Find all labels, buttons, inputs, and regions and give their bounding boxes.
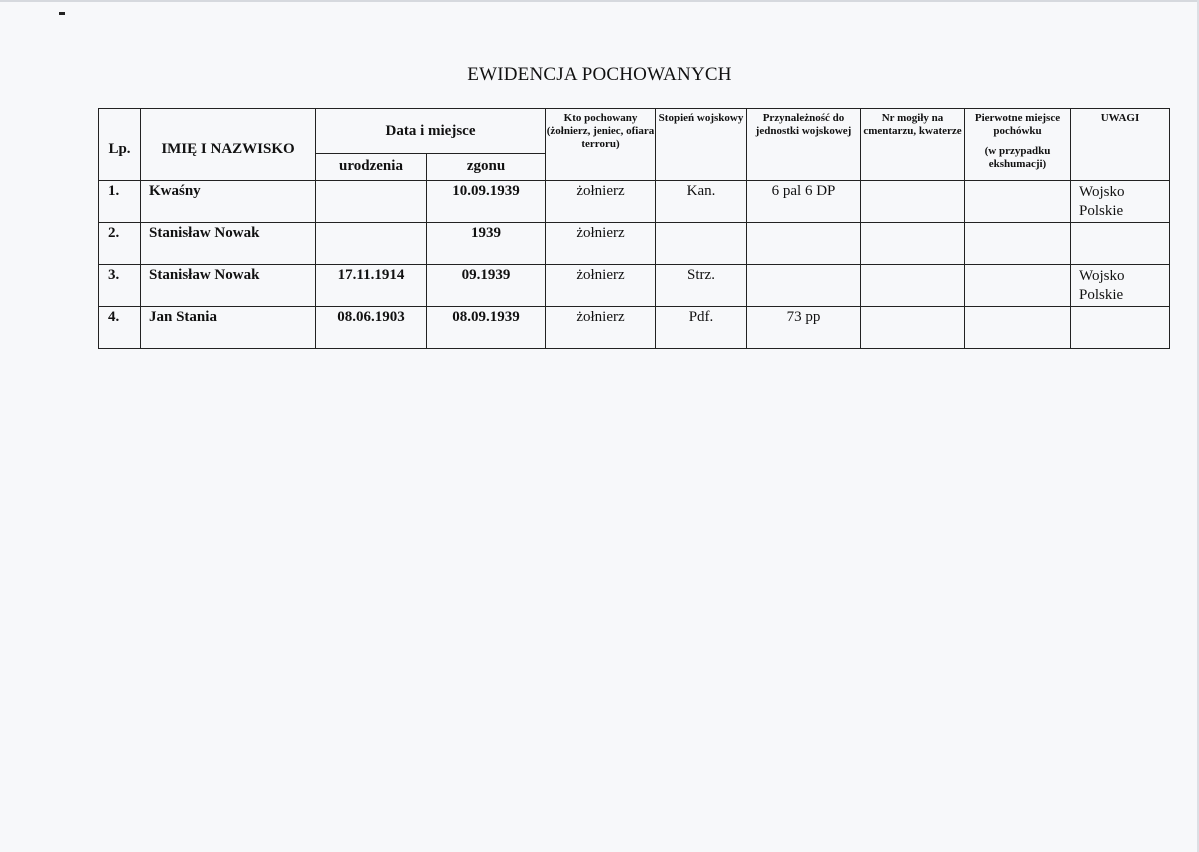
scan-mark: [59, 12, 65, 15]
cell-name: Kwaśny: [141, 181, 316, 223]
cell-lp: 2.: [99, 223, 141, 265]
cell-rank: Strz.: [656, 265, 747, 307]
cell-unit: [747, 265, 861, 307]
cell-original: [965, 307, 1071, 349]
cell-grave: [861, 265, 965, 307]
cell-lp: 1.: [99, 181, 141, 223]
cell-birth: [316, 223, 427, 265]
table-row: [99, 307, 1170, 349]
cell-death: 08.09.1939: [427, 307, 546, 349]
cell-name: Stanisław Nowak: [141, 265, 316, 307]
cell-original: [965, 265, 1071, 307]
cell-who: żołnierz: [546, 265, 656, 307]
cell-birth: [316, 181, 427, 223]
cell-death: 09.1939: [427, 265, 546, 307]
cell-remarks: Wojsko Polskie: [1071, 181, 1170, 223]
cell-lp: 3.: [99, 265, 141, 307]
cell-remarks: [1071, 307, 1170, 349]
header-rank: Stopień wojskowy: [656, 109, 747, 181]
cell-unit: 73 pp: [747, 307, 861, 349]
cell-remarks: [1071, 223, 1170, 265]
document-title: EWIDENCJA POCHOWANYCH: [467, 64, 732, 85]
header-lp: Lp.: [99, 109, 141, 181]
cell-death: 1939: [427, 223, 546, 265]
cell-unit: 6 pal 6 DP: [747, 181, 861, 223]
header-grave-number: Nr mogiły na cmentarzu, kwaterze: [861, 109, 965, 181]
cell-grave: [861, 307, 965, 349]
cell-original: [965, 181, 1071, 223]
cell-who: żołnierz: [546, 223, 656, 265]
header-original-burial-note: (w przypadku ekshumacji): [984, 145, 1051, 170]
burial-registry-table: [98, 108, 1170, 349]
cell-grave: [861, 181, 965, 223]
header-date-place: Data i miejsce: [316, 109, 546, 154]
cell-lp: 4.: [99, 307, 141, 349]
cell-unit: [747, 223, 861, 265]
header-birth: urodzenia: [316, 154, 427, 181]
table-row: [99, 265, 1170, 307]
cell-death: 10.09.1939: [427, 181, 546, 223]
header-remarks: UWAGI: [1071, 109, 1170, 181]
header-unit: Przynależność do jednostki wojskowej: [747, 109, 861, 181]
header-original-burial: [965, 109, 1071, 181]
header-who-buried: Kto pochowany (żołnierz, jeniec, ofiara terroru): [546, 109, 656, 181]
cell-birth: 08.06.1903: [316, 307, 427, 349]
cell-who: żołnierz: [546, 307, 656, 349]
cell-name: Stanisław Nowak: [141, 223, 316, 265]
cell-original: [965, 223, 1071, 265]
table-row: [99, 223, 1170, 265]
table-row: [99, 181, 1170, 223]
header-original-burial-main: Pierwotne miejsce pochówku: [974, 112, 1061, 137]
cell-rank: Pdf.: [656, 307, 747, 349]
cell-birth: 17.11.1914: [316, 265, 427, 307]
cell-who: żołnierz: [546, 181, 656, 223]
cell-grave: [861, 223, 965, 265]
cell-remarks: Wojsko Polskie: [1071, 265, 1170, 307]
cell-rank: [656, 223, 747, 265]
header-name: IMIĘ I NAZWISKO: [141, 109, 316, 181]
page-edge-top: [0, 0, 1199, 2]
cell-rank: Kan.: [656, 181, 747, 223]
header-death: zgonu: [427, 154, 546, 181]
cell-name: Jan Stania: [141, 307, 316, 349]
